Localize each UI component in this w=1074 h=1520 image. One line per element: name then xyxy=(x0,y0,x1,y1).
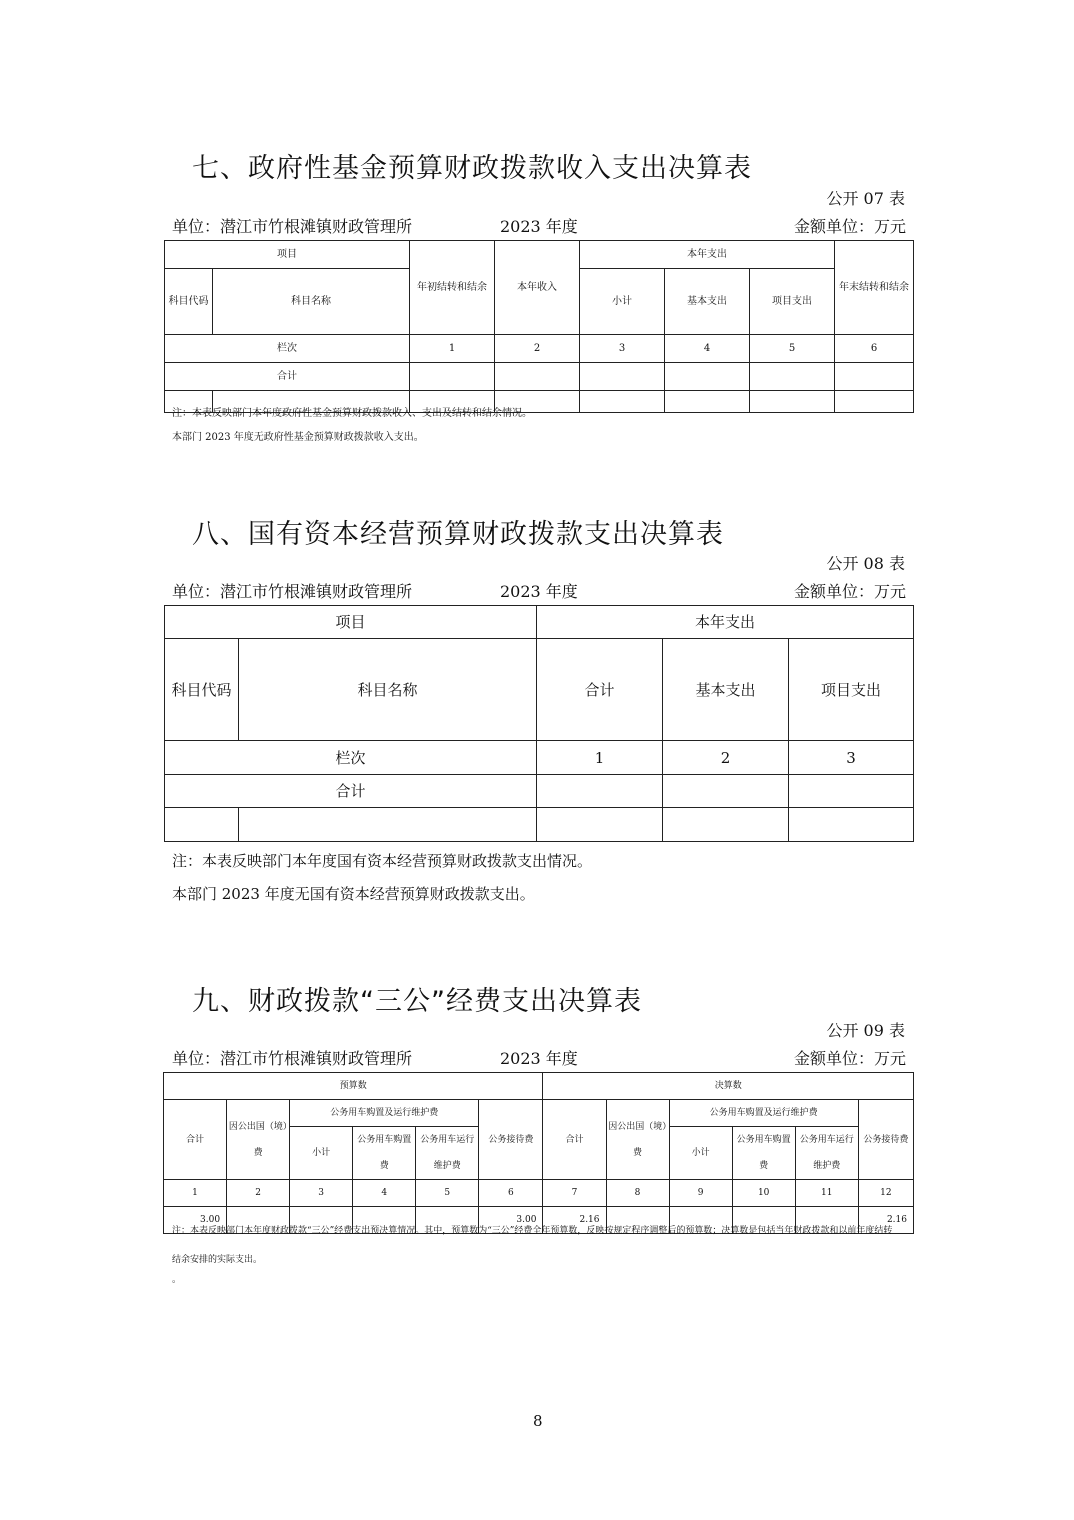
year-label: 2023 年度 xyxy=(500,1049,578,1068)
col-number: 1 xyxy=(164,1180,227,1207)
table-09-note-2: 结余安排的实际支出。 xyxy=(172,1255,263,1265)
header-vehicle: 公务用车购置及运行维护费 xyxy=(290,1100,479,1127)
col-number: 6 xyxy=(835,335,914,363)
table-09 xyxy=(163,1072,914,1234)
table-cell xyxy=(580,391,665,413)
money-unit-label: 金额单位：万元 xyxy=(793,582,906,601)
header-basic: 基本支出 xyxy=(665,269,750,335)
header-subject-name: 科目名称 xyxy=(213,269,410,335)
col-number: 12 xyxy=(858,1180,913,1207)
table-cell xyxy=(665,391,750,413)
header-vehicle: 公务用车购置及运行维护费 xyxy=(669,1100,858,1127)
col-number: 4 xyxy=(665,335,750,363)
table-07 xyxy=(164,240,914,413)
header-abroad: 因公出国（境）费 xyxy=(227,1100,290,1180)
section-9-title: 九、财政拨款“三公”经费支出决算表 xyxy=(192,986,642,1017)
header-operation: 公务用车运行维护费 xyxy=(795,1127,858,1180)
header-subject-code: 科目代码 xyxy=(165,639,239,741)
table-cell xyxy=(835,391,914,413)
header-total: 合计 xyxy=(537,639,663,741)
header-subject-name: 科目名称 xyxy=(239,639,537,741)
header-operation: 公务用车运行维护费 xyxy=(416,1127,479,1180)
table-code-08: 公开 08 表 xyxy=(826,554,905,573)
table-cell xyxy=(410,363,495,391)
col-number: 9 xyxy=(669,1180,732,1207)
table-cell xyxy=(580,363,665,391)
year-label: 2023 年度 xyxy=(500,582,578,601)
table-cell xyxy=(239,808,537,842)
table-cell xyxy=(495,363,580,391)
year-label: 2023 年度 xyxy=(500,217,578,236)
header-total: 合计 xyxy=(543,1100,606,1180)
value-cell: 2.16 xyxy=(543,1207,606,1234)
table-cell xyxy=(750,391,835,413)
col-number: 10 xyxy=(732,1180,795,1207)
money-unit-label: 金额单位：万元 xyxy=(793,1049,906,1068)
row-label: 栏次 xyxy=(165,335,410,363)
table-cell xyxy=(537,775,663,808)
col-number: 7 xyxy=(543,1180,606,1207)
col-number: 3 xyxy=(789,741,914,775)
header-income: 本年收入 xyxy=(495,241,580,335)
table-09-note-1: 注：本表反映部门本年度财政拨款“三公”经费支出预决算情况。其中，预算数为“三公”经费全年预算数，反映按规定程序调整后的预算数；决算数是包括当年财政拨款和以前年度结转 xyxy=(172,1226,893,1236)
table-cell xyxy=(663,808,789,842)
header-total: 合计 xyxy=(164,1100,227,1180)
col-number: 1 xyxy=(410,335,495,363)
header-project: 项目支出 xyxy=(750,269,835,335)
table-cell xyxy=(663,775,789,808)
table-cell xyxy=(750,363,835,391)
header-item: 项目 xyxy=(165,606,537,639)
col-number: 2 xyxy=(663,741,789,775)
table-code-07: 公开 07 表 xyxy=(826,189,905,208)
table-code-09: 公开 09 表 xyxy=(826,1021,905,1040)
header-purchase: 公务用车购置费 xyxy=(353,1127,416,1180)
section-7-title: 七、政府性基金预算财政拨款收入支出决算表 xyxy=(192,153,752,184)
header-subject-code: 科目代码 xyxy=(165,269,213,335)
header-budget: 预算数 xyxy=(164,1073,543,1100)
header-expense: 本年支出 xyxy=(537,606,914,639)
header-basic: 基本支出 xyxy=(663,639,789,741)
col-number: 4 xyxy=(353,1180,416,1207)
table-08-note-2: 本部门 2023 年度无国有资本经营预算财政拨款支出。 xyxy=(172,885,535,903)
table-cell xyxy=(835,363,914,391)
money-unit-label: 金额单位：万元 xyxy=(793,217,906,236)
table-09-note-3: 。 xyxy=(172,1275,182,1285)
table-07-note-2: 本部门 2023 年度无政府性基金预算财政拨款收入支出。 xyxy=(172,432,424,443)
col-number: 11 xyxy=(795,1180,858,1207)
col-number: 2 xyxy=(495,335,580,363)
header-subtotal: 小计 xyxy=(669,1127,732,1180)
unit-label: 单位：潜江市竹根滩镇财政管理所 xyxy=(172,217,413,236)
col-number: 5 xyxy=(416,1180,479,1207)
header-begin-balance: 年初结转和结余 xyxy=(410,241,495,335)
table-cell xyxy=(665,363,750,391)
header-purchase: 公务用车购置费 xyxy=(732,1127,795,1180)
header-item: 项目 xyxy=(165,241,410,269)
table-08-note-1: 注：本表反映部门本年度国有资本经营预算财政拨款支出情况。 xyxy=(172,852,593,870)
unit-label: 单位：潜江市竹根滩镇财政管理所 xyxy=(172,582,413,601)
header-subtotal: 小计 xyxy=(580,269,665,335)
header-subtotal: 小计 xyxy=(290,1127,353,1180)
page-number: 8 xyxy=(533,1412,543,1430)
header-project: 项目支出 xyxy=(789,639,914,741)
header-end-balance: 年末结转和结余 xyxy=(835,241,914,335)
total-label: 合计 xyxy=(165,775,537,808)
value-cell: 2.16 xyxy=(858,1207,913,1234)
header-reception: 公务接待费 xyxy=(479,1100,543,1180)
section-8-title: 八、国有资本经营预算财政拨款支出决算表 xyxy=(192,519,724,550)
table-cell xyxy=(789,808,914,842)
unit-label: 单位：潜江市竹根滩镇财政管理所 xyxy=(172,1049,413,1068)
table-cell xyxy=(789,775,914,808)
table-08 xyxy=(164,605,914,842)
col-number: 6 xyxy=(479,1180,543,1207)
table-07-note-1: 注：本表反映部门本年度政府性基金预算财政拨款收入、支出及结转和结余情况。 xyxy=(172,408,532,419)
col-number: 3 xyxy=(290,1180,353,1207)
table-cell xyxy=(537,808,663,842)
table-cell xyxy=(165,808,239,842)
header-final: 决算数 xyxy=(543,1073,914,1100)
header-expense: 本年支出 xyxy=(580,241,835,269)
value-cell: 3.00 xyxy=(164,1207,227,1234)
col-number: 2 xyxy=(227,1180,290,1207)
col-number: 1 xyxy=(537,741,663,775)
value-cell: 3.00 xyxy=(479,1207,543,1234)
row-label: 栏次 xyxy=(165,741,537,775)
total-label: 合计 xyxy=(165,363,410,391)
header-abroad: 因公出国（境）费 xyxy=(606,1100,669,1180)
header-reception: 公务接待费 xyxy=(858,1100,913,1180)
col-number: 5 xyxy=(750,335,835,363)
col-number: 3 xyxy=(580,335,665,363)
col-number: 8 xyxy=(606,1180,669,1207)
